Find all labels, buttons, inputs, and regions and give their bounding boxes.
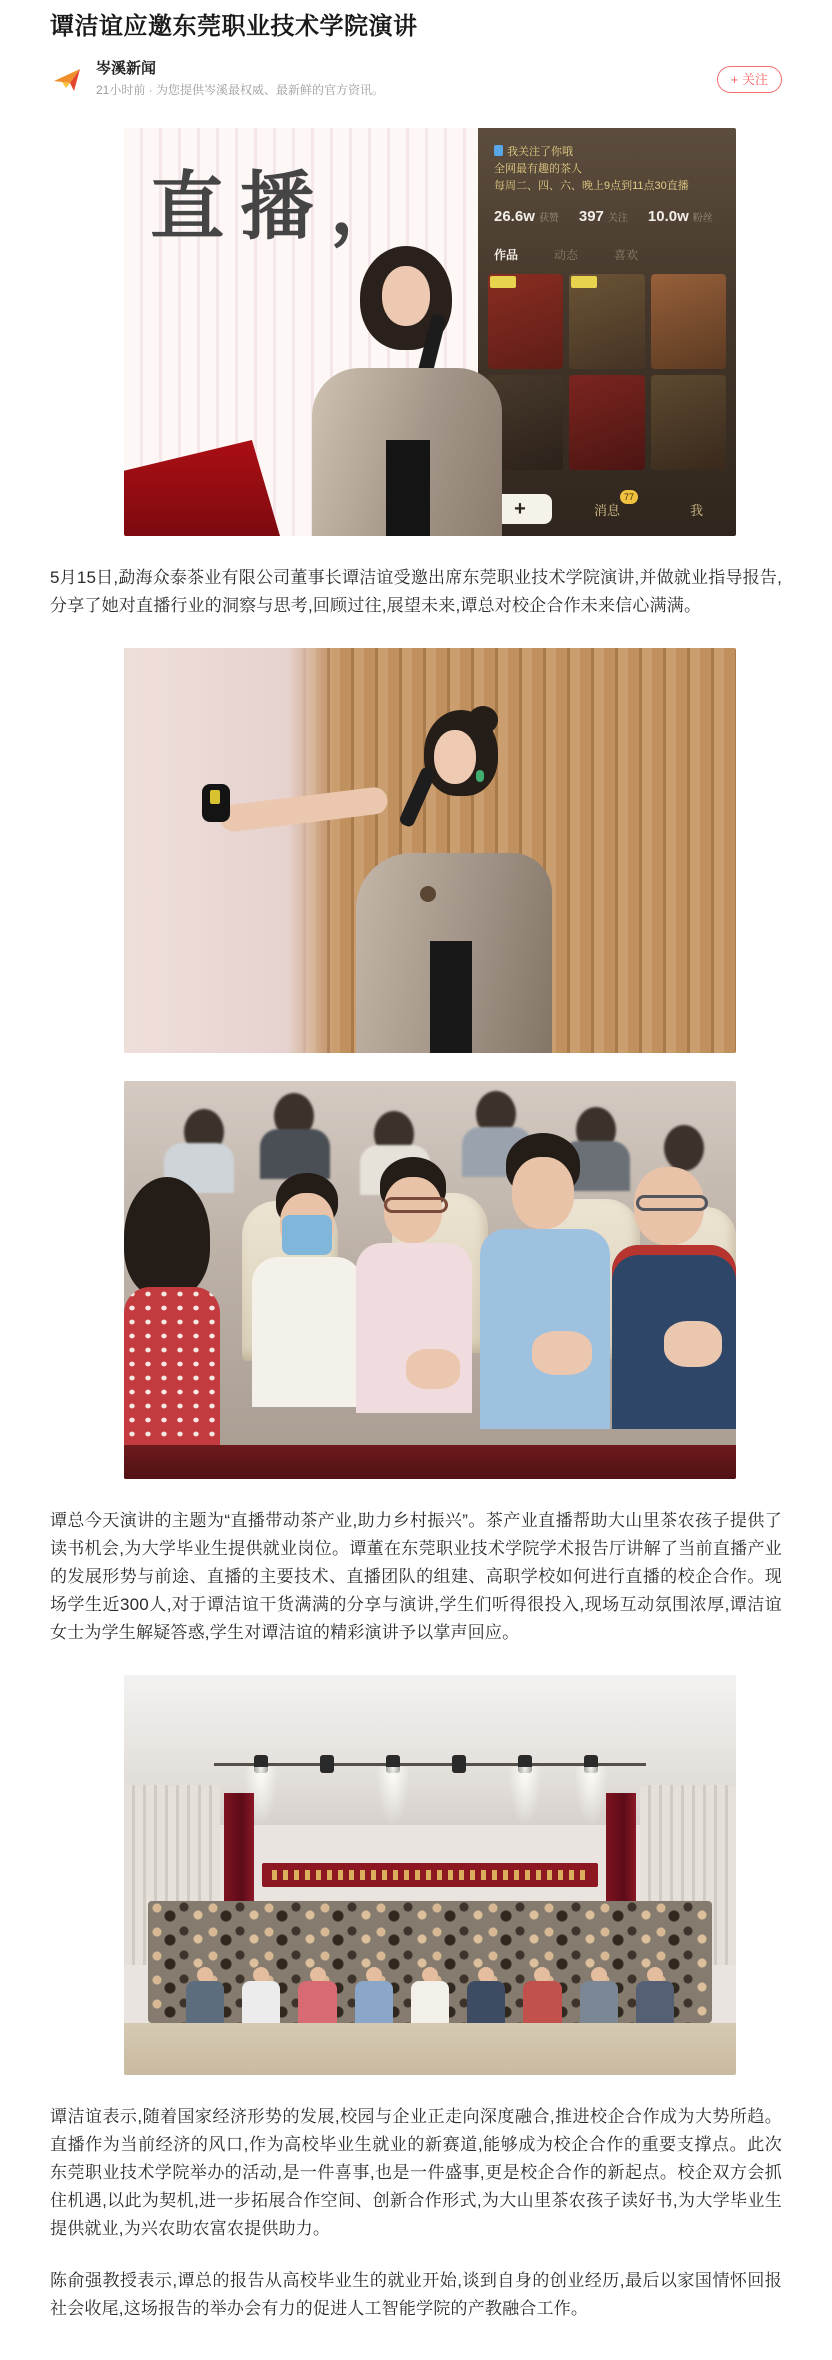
source-meta: 21小时前 · 为您提供岑溪最权威、最新鲜的官方资讯。 [96,83,385,97]
tab-likes: 喜欢 [614,248,639,262]
front-row [184,1967,676,2023]
photo1-slide-line1: 直播， [150,165,420,248]
stage-light [320,1755,334,1773]
clapping-hands [664,1321,722,1367]
photo1-profile-line1: 我关注了你哦 [507,146,573,158]
chair-armrest-row [124,1445,736,1479]
woman-hair [124,1177,210,1297]
light-beam [376,1767,410,1827]
speaker-top [386,440,430,536]
tab-works: 作品 [494,248,519,262]
stat-fans: 10.0w 粉丝 [647,208,713,225]
photo-speaker-slide[interactable] [124,128,736,536]
messages-label: 消息 77 [594,500,620,519]
photo-audience-clapping[interactable] [124,1081,736,1479]
source-header [50,58,782,100]
stat-likes: 26.6w 获赞 [494,208,559,225]
speaker-top [430,941,472,1053]
white-shirt [252,1257,362,1407]
front-row-person [465,1967,507,2023]
article-paragraph: 陈俞强教授表示,谭总的报告从高校毕业生的就业开始,谈到自身的创业经历,最后以家国情怀回报社会收尾,这场报告的举办会有力的促进人工智能学院的产教融合工作。 [50,2271,782,2318]
speaker-face [382,266,430,326]
video-thumb [651,274,726,369]
photo2-pink-wall [124,648,334,1053]
pinned-badge [490,276,516,288]
clicker-button [210,790,220,804]
background-shirt [260,1129,330,1179]
background-head [664,1125,704,1171]
tab-moments: 动态 [554,248,579,262]
photo1-profile-lines [494,144,689,195]
video-thumb [569,375,644,470]
message-count-badge: 77 [620,490,638,504]
front-row-person [240,1967,282,2023]
photo1-profile-line3: 每周二、四、六、晚上9点到11点30直播 [494,180,689,192]
photo1-tabs [494,246,724,263]
article-paragraph: 谭洁谊表示,随着国家经济形势的发展,校园与企业正走向深度融合,推进校企合作成为大势所趋。直播作为当前经济的风口,作为高校毕业生就业的新赛道,能够成为校企合作的重要支撑点。此次东莞职业技术学院举办的活动,是一件喜事,也是一件盛事,更是校企合作的新起点。校企双方会抓住机遇,以此为契机,进一步拓展合作空间、创新合作形式,为大山里茶农孩子读好书,为大学毕业生提供就业,为兴农助农富农提供助力。 [50,2107,782,2238]
stage-light [452,1755,466,1773]
glasses [384,1197,448,1213]
front-row-person [578,1967,620,2023]
photo-auditorium-group[interactable] [124,1675,736,2075]
medical-mask [282,1215,332,1255]
source-text-block [96,60,384,98]
event-banner [262,1863,598,1887]
front-row-person [184,1967,226,2023]
green-earring [476,770,484,782]
follow-button[interactable]: + 关注 [717,66,782,93]
photo1-bottom-bar [488,490,726,528]
article-page [0,10,832,2323]
photo1-profile-line2: 全网最有趣的茶人 [494,163,582,175]
clapping-hands [532,1331,592,1375]
video-thumb [569,274,644,369]
light-truss [214,1763,646,1766]
front-row-person [409,1967,451,2023]
video-thumb [651,375,726,470]
tv-icon [494,145,503,156]
wrist-watch [420,886,436,902]
light-beam [508,1767,542,1827]
pinned-badge [571,276,597,288]
front-row-person [634,1967,676,2023]
blue-polo-man-face [512,1157,574,1229]
pink-shirt [356,1243,472,1413]
photo1-phone-screenshot [478,128,736,536]
speaker-hair-bun [468,706,498,734]
photo-speaker-pointing[interactable] [124,648,736,1053]
article-paragraph: 5月15日,勐海众泰茶业有限公司董事长谭洁谊受邀出席东莞职业技术学院演讲,并做就业指导报告,分享了她对直播行业的洞察与思考,回顾过往,展望未来,谭总对校企合作未来信心满满。 [50,568,782,615]
front-row-person [296,1967,338,2023]
stat-following: 397 关注 [578,208,628,225]
page-title: 谭洁谊应邀东莞职业技术学院演讲 [50,13,418,40]
banner-text-strip [272,1870,588,1880]
source-logo-icon [50,61,86,97]
photo1-video-grid [488,274,726,470]
photo1-stats-row [494,208,713,226]
plus-button: + [488,494,552,524]
blue-polo-shirt [480,1229,610,1429]
article-paragraph: 谭总今天演讲的主题为“直播带动茶产业,助力乡村振兴”。茶产业直播帮助大山里茶农孩子提供了读书机会,为大学毕业生提供就业岗位。谭董在东莞职业技术学院学术报告厅讲解了当前直播产业的发展形势与前途、直播的主要技术、直播团队的组建、高职学校如何进行直播的校企合作。现场学生近300人,对于谭洁谊干货满满的分享与演讲,学生们听得很投入,现场互动氛围浓厚,谭洁谊女士为学生解疑答惑,学生对谭洁谊的精彩演讲予以掌声回应。 [50,1511,782,1642]
source-name[interactable]: 岑溪新闻 [96,60,157,77]
glasses [636,1195,708,1211]
speaker-face [434,730,476,784]
clapping-hands [406,1349,460,1389]
front-row-person [353,1967,395,2023]
video-thumb [488,274,563,369]
light-beam [574,1767,608,1827]
front-row-person [521,1967,563,2023]
me-label: 我 [690,502,704,518]
auditorium-floor [124,2023,736,2075]
